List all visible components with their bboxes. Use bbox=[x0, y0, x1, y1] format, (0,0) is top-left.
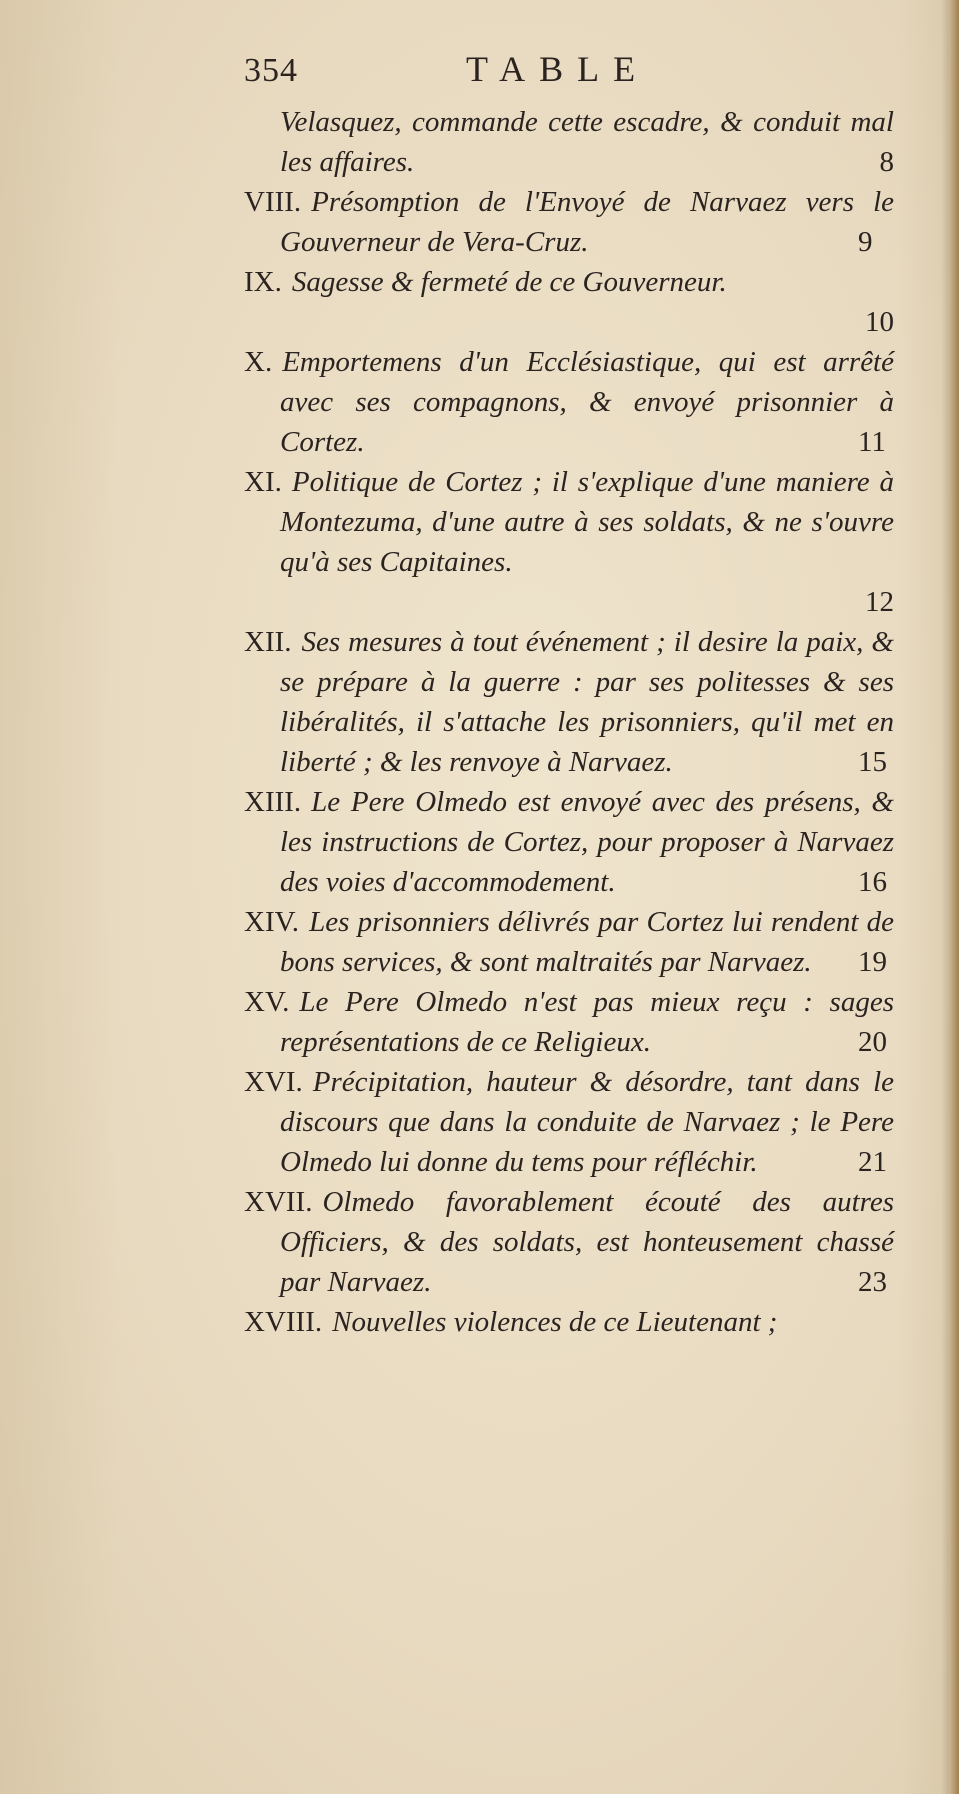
toc-entry bbox=[244, 1302, 894, 1342]
page-reference: 10 bbox=[865, 306, 894, 338]
chapter-numeral: XVII. bbox=[244, 1186, 313, 1218]
entry-text: Le Pere Olmedo est envoyé avec des présens, & les instructions de Cortez, pour proposer à Narvaez des voies d'accommodement. bbox=[280, 786, 894, 898]
chapter-numeral: VIII. bbox=[244, 186, 302, 218]
toc-entry: XII. Ses mesures à tout événement ; il desire la paix, & se prépare à la guerre : par ses politesses & ses libéralités, il s'attache les prisonniers, qu'il met en liberté ; & les renvoye à Narvaez. 15 bbox=[244, 626, 894, 778]
toc-entry: XIV. Les prisonniers délivrés par Cortez lui rendent de bons services, & sont maltraités par Narvaez. 19 bbox=[244, 906, 894, 978]
chapter-numeral: IX. bbox=[244, 266, 282, 298]
toc-entry bbox=[244, 262, 894, 342]
toc-entry: XVI. Précipitation, hauteur & désordre, tant dans le discours que dans la conduite de Narvaez ; le Pere Olmedo lui donne du tems pour réfléchir. 21 bbox=[244, 1066, 894, 1178]
chapter-numeral: XIV. bbox=[244, 906, 300, 938]
entry-text: Nouvelles violences de ce Lieutenant ; bbox=[332, 1306, 778, 1338]
chapter-numeral: XVIII. bbox=[244, 1306, 323, 1338]
table-of-contents bbox=[244, 102, 894, 1342]
chapter-numeral: XI. bbox=[244, 466, 282, 498]
toc-entry: X. Emportemens d'un Ecclésiastique, qui est arrêté avec ses compagnons, & envoyé prisonnier à Cortez. 11 bbox=[244, 346, 894, 458]
toc-entry: VIII. Présomption de l'Envoyé de Narvaez vers le Gouverneur de Vera-Cruz. 9 bbox=[244, 186, 894, 258]
chapter-numeral: X. bbox=[244, 346, 273, 378]
toc-entry bbox=[244, 102, 894, 182]
page-edge bbox=[949, 0, 959, 1794]
page-reference: 8 bbox=[879, 146, 894, 178]
entry-text: Le Pere Olmedo n'est pas mieux reçu : sages représentations de ce Religieux. bbox=[280, 986, 894, 1058]
chapter-numeral: XII. bbox=[244, 626, 292, 658]
entry-text: Emportemens d'un Ecclésiastique, qui est arrêté avec ses compagnons, & envoyé prisonnier à Cortez. bbox=[280, 346, 894, 458]
toc-entry: XV. Le Pere Olmedo n'est pas mieux reçu : sages représentations de ce Religieux. 20 bbox=[244, 986, 894, 1058]
entry-text: Présomption de l'Envoyé de Narvaez vers le Gouverneur de Vera-Cruz. bbox=[280, 186, 894, 258]
entry-text: Précipitation, hauteur & désordre, tant dans le discours que dans la conduite de Narvaez ; le Pere Olmedo lui donne du tems pour réfléchir. bbox=[280, 1066, 894, 1178]
page-header bbox=[244, 44, 894, 94]
page-number: 354 bbox=[244, 52, 298, 89]
toc-entry bbox=[244, 462, 894, 622]
chapter-numeral: XV. bbox=[244, 986, 290, 1018]
entry-text: Olmedo favorablement écouté des autres Officiers, & des soldats, est honteusement chassé par Narvaez. bbox=[280, 1186, 894, 1298]
entry-text: Ses mesures à tout événement ; il desire la paix, & se prépare à la guerre : par ses politesses & ses libéralités, il s'attache les prisonniers, qu'il met en liberté ; & les renvoye à Narvaez. bbox=[280, 626, 894, 778]
entry-text: Politique de Cortez ; il s'explique d'une maniere à Montezuma, d'une autre à ses soldats, & ne s'ouvre qu'à ses Capitaines. bbox=[280, 466, 894, 578]
chapter-numeral: XVI. bbox=[244, 1066, 303, 1098]
entry-text: Velasquez, commande cette escadre, & conduit mal les affaires. bbox=[280, 106, 894, 178]
toc-entry: XVII. Olmedo favorablement écouté des autres Officiers, & des soldats, est honteusement chassé par Narvaez. 23 bbox=[244, 1186, 894, 1298]
page-reference: 12 bbox=[865, 586, 894, 618]
entry-text: Les prisonniers délivrés par Cortez lui rendent de bons services, & sont maltraités par Narvaez. bbox=[280, 906, 894, 978]
running-title: TABLE bbox=[466, 49, 650, 89]
toc-entry: XIII. Le Pere Olmedo est envoyé avec des présens, & les instructions de Cortez, pour proposer à Narvaez des voies d'accommodement. 16 bbox=[244, 786, 894, 898]
entry-text: Sagesse & fermeté de ce Gouverneur. bbox=[291, 266, 727, 298]
chapter-numeral: XIII. bbox=[244, 786, 302, 818]
